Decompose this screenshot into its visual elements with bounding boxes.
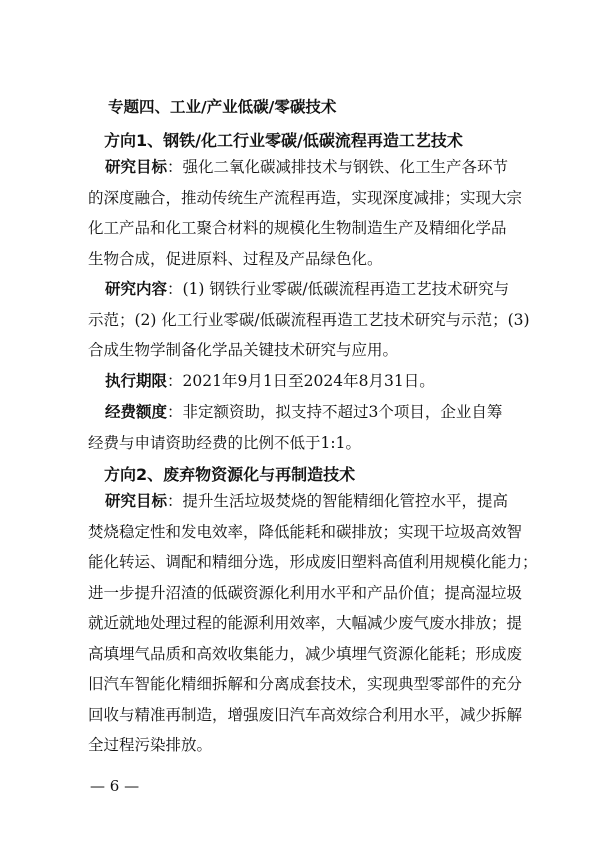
direction1-goal-row-2: 化工产品和化工聚合材料的规模化生物制造生产及精细化学品 [88, 219, 507, 237]
direction2-goal-row-4: 就近就地处理过程的能源利用效率，大幅减少废气废水排放；提 [88, 614, 523, 632]
direction2-goal-row-0 [88, 486, 522, 517]
direction1-goal-label: 研究目标 [105, 158, 168, 176]
direction2-goal-row-3: 进一步提升沼渣的低碳资源化利用水平和产品价值；提高湿垃圾 [88, 583, 523, 602]
direction1-content-row-0 [88, 274, 522, 305]
direction1-content-label: 研究内容 [105, 280, 168, 298]
direction2-goal-label: 研究目标 [105, 492, 168, 510]
direction1-funding-label: 经费额度 [105, 403, 168, 421]
direction2-goal-paragraph [88, 486, 538, 761]
direction2-goal-row-1: 焚烧稳定性和发电效率，降低能耗和碳排放；实现干垃圾高效智 [88, 522, 523, 541]
direction1-period-label: 执行期限 [105, 372, 168, 390]
direction1-content-paragraph [88, 274, 530, 366]
direction1-content-text-0: ：(1) 钢铁行业零碳/低碳流程再造工艺技术研究与 [167, 280, 510, 298]
page-number: — 6 — [90, 777, 140, 795]
direction1-goal-row-3: 生物合成，促进原料、过程及产品绿色化。 [88, 249, 383, 268]
direction1-goal-row-1: 的深度融合，推动传统生产流程再造，实现深度减排；实现大宗 [88, 188, 523, 207]
direction2-goal-row-7: 回收与精准再制造，增强废旧汽车高效综合利用水平，减少拆解 [88, 705, 523, 724]
direction1-funding-row-1: 经费与申请资助经费的比例不低于1:1。 [88, 433, 361, 452]
direction1-funding-paragraph [88, 397, 522, 458]
direction1-period-text: ：2021年9月1日至2024年8月31日。 [167, 372, 435, 390]
direction1-goal-paragraph [88, 152, 522, 274]
direction1-period-row [88, 366, 522, 397]
direction2-goal-row-6: 旧汽车智能化精细拆解和分离成套技术，实现典型零部件的充分 [88, 675, 523, 693]
direction2-goal-text-0: ：提升生活垃圾焚烧的智能精细化管控水平，提高 [167, 492, 509, 510]
direction1-funding-row-0 [88, 397, 522, 428]
direction1-funding-text-0: ：非定额资助，拟支持不超过3个项目，企业自筹 [167, 403, 503, 421]
direction2-title: 方向2、废弃物资源化与再制造技术 [104, 465, 356, 484]
direction1-title: 方向1、钢铁/化工行业零碳/低碳流程再造工艺技术 [104, 131, 463, 150]
direction1-goal-text-0: ：强化二氧化碳减排技术与钢铁、化工生产各环节 [167, 158, 509, 176]
direction2-goal-row-2: 能化转运、调配和精细分选，形成废旧塑料高值利用规模化能力； [88, 553, 538, 571]
direction1-content-row-1: 示范；(2) 化工行业零碳/低碳流程再造工艺技术研究与示范；(3) [88, 310, 530, 329]
direction1-content-row-2: 合成生物学制备化学品关键技术研究与应用。 [88, 341, 399, 359]
direction1-period-paragraph [88, 366, 522, 397]
topic-title: 专题四、工业/产业低碳/零碳技术 [108, 98, 337, 116]
direction2-goal-row-5: 高填埋气品质和高效收集能力，减少填埋气资源化能耗；形成废 [88, 644, 523, 663]
direction2-goal-row-8: 全过程污染排放。 [88, 736, 213, 754]
direction1-goal-row-0 [88, 152, 522, 183]
